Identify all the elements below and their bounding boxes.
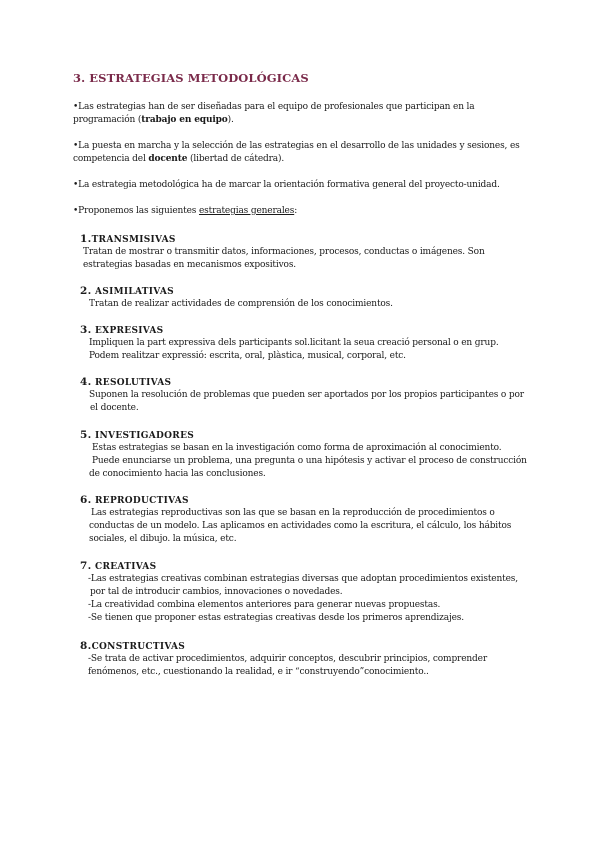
section-3-line-2: Podem realitzar expressió: escrita, oral, plàstica, musical, corporal, etc. [89, 351, 406, 361]
intro-1-line-1: •Las estrategias han de ser diseñadas para el equipo de profesionales que participan en la [73, 102, 475, 112]
section-8-heading: 8.CONSTRUCTIVAS [80, 640, 186, 652]
section-4-heading: 4. RESOLUTIVAS [80, 376, 172, 388]
section-4-body [89, 389, 524, 415]
section-8-line-1: -Se trata de activar procedimientos, adquirir conceptos, descubrir principios, comprender [88, 654, 487, 664]
section-3-line-1: Impliquen la part expressiva dels participants sol.licitant la seua creació personal o en grup. [89, 338, 499, 348]
section-5-body [89, 442, 527, 481]
section-6-line-3: sociales, el dibujo. la música, etc. [89, 534, 237, 544]
section-6-body [89, 507, 511, 546]
section-2-body [89, 298, 393, 311]
section-4-line-1: Suponen la resolución de problemas que pueden ser aportados por los propios participantes o por [89, 390, 524, 400]
intro-2-line-1: •La puesta en marcha y la selección de las estrategias en el desarrollo de las unidades y sesiones, es [73, 141, 520, 151]
section-7-line-4: -Se tienen que proponer estas estrategias creativas desde los primeros aprendizajes. [88, 613, 464, 623]
section-2-line-1: Tratan de realizar actividades de comprensión de los conocimientos. [89, 299, 393, 309]
section-7-heading: 7. CREATIVAS [80, 560, 157, 572]
section-2-heading: 2. ASIMILATIVAS [80, 285, 174, 297]
section-3-heading: 3. EXPRESIVAS [80, 324, 164, 336]
section-6-line-1: Las estrategias reproductivas son las que se basan en la reproducción de procedimientos o [91, 508, 495, 518]
section-6-heading: 6. REPRODUCTIVAS [80, 494, 189, 506]
intro-1-line-2: programación (trabajo en equipo). [73, 115, 234, 125]
intro-paragraph-2 [73, 140, 520, 166]
page-title: 3. ESTRATEGIAS METODOLÓGICAS [73, 71, 309, 85]
section-5-line-3: de conocimiento hacia las conclusiones. [89, 469, 266, 479]
section-1-line-1: Tratan de mostrar o transmitir datos, informaciones, procesos, conductas o imágenes. Son [83, 247, 485, 257]
section-7-body [88, 573, 518, 625]
section-1-line-2: estrategias basadas en mecanismos expositivos. [83, 260, 297, 270]
section-6-line-2: conductas de un modelo. Las aplicamos en actividades como la escritura, el cálculo, los hábitos [89, 521, 512, 531]
section-7-line-3: -La creatividad combina elementos anteriores para generar nuevas propuestas. [88, 600, 441, 610]
section-1-heading: 1.TRANSMISIVAS [80, 233, 176, 245]
intro-2-line-2: competencia del docente (libertad de cátedra). [73, 154, 285, 164]
section-3-body [89, 337, 499, 363]
intro-paragraph-1 [73, 101, 475, 127]
section-5-heading: 5. INVESTIGADORES [80, 429, 195, 441]
intro-paragraph-4: •Proponemos las siguientes estrategias generales: [73, 206, 298, 216]
section-1-body [83, 246, 485, 272]
intro-paragraph-3: •La estrategia metodológica ha de marcar la orientación formativa general del proyecto-unidad. [73, 180, 500, 190]
section-7-line-2: por tal de introducir cambios, innovaciones o novedades. [90, 587, 343, 597]
section-8-line-2: fenómenos, etc., cuestionando la realidad, e ir “construyendo”conocimiento.. [88, 667, 429, 677]
section-5-line-2: Puede enunciarse un problema, una pregunta o una hipótesis y activar el proceso de construcción [92, 456, 527, 466]
section-5-line-1: Estas estrategias se basan en la investigación como forma de aproximación al conocimiento. [92, 443, 502, 453]
section-4-line-2: el docente. [90, 403, 139, 413]
section-8-body [88, 653, 487, 679]
section-7-line-1: -Las estrategias creativas combinan estrategias diversas que adoptan procedimientos existentes, [88, 574, 518, 584]
